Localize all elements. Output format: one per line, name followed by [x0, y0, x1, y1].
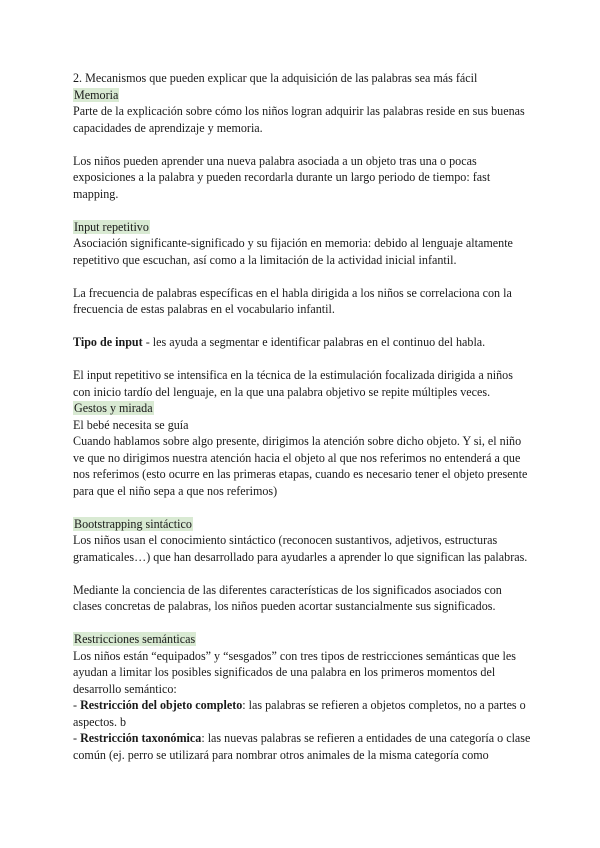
restricciones-paragraph-1: Los niños están “equipados” y “sesgados” con tres tipos de restricciones semánticas que les ayudan a limitar los posibles significados de una palabra en los primeros momentos del desarrollo semántico: — [73, 648, 516, 696]
heading-restricciones-text: Restricciones semánticas — [74, 632, 196, 646]
memoria-paragraph-1: Parte de la explicación sobre cómo los niños logran adquirir las palabras reside en sus buenas capacidades de aprendizaje y memoria. — [73, 104, 525, 135]
input-paragraph-2: La frecuencia de palabras específicas en el habla dirigida a los niños se correlaciona con la frecuencia de estas palabras en el vocabulario infantil. — [73, 285, 512, 316]
heading-memoria-text: Memoria — [74, 87, 119, 102]
heading-restricciones — [73, 631, 531, 648]
bullet-dash: - — [73, 698, 81, 712]
spacer — [73, 318, 531, 335]
restriccion-taxonomica-bold: Restricción taxonómica — [80, 731, 202, 745]
document-page — [73, 70, 531, 763]
spacer — [73, 202, 531, 219]
heading-gestos-text: Gestos y mirada — [74, 401, 153, 415]
section-title: 2. Mecanismos que pueden explicar que la adquisición de las palabras sea más fácil — [73, 71, 478, 85]
bootstrapping-paragraph-2: Mediante la conciencia de las diferentes características de los significados asociados con clases concretas de palabras, los niños pueden acortar sustancialmente sus significados. — [73, 582, 502, 613]
heading-input-text: Input repetitivo — [74, 219, 149, 234]
memoria-paragraph-2: Los niños pueden aprender una nueva palabra asociada a un objeto tras una o pocas exposiciones a la palabra y pueden recordarla durante un largo periodo de tiempo: fast mapping. — [73, 153, 491, 201]
spacer — [73, 351, 531, 368]
tipo-input-bold: Tipo de input — [73, 335, 143, 349]
input-paragraph-3 — [73, 334, 531, 351]
input-paragraph-1: Asociación significante-significado y su fijación en memoria: debido al lenguaje altamente repetitivo que escuchan, así como a la limitación de la actividad inicial infantil. — [73, 236, 513, 267]
restriccion-objeto-bold: Restricción del objeto completo — [80, 698, 243, 712]
spacer — [73, 615, 531, 632]
heading-input — [73, 219, 531, 236]
spacer — [73, 565, 531, 582]
input-paragraph-4: El input repetitivo se intensifica en la técnica de la estimulación focalizada dirigida a niños con inicio tardío del lenguaje, en la que una palabra objetivo se repite múltiples veces. — [73, 368, 513, 399]
restriccion-bullet-2 — [73, 730, 531, 763]
tipo-input-text: - les ayuda a segmentar e identificar palabras en el continuo del habla. — [142, 335, 486, 349]
gestos-paragraph-2: Cuando hablamos sobre algo presente, dirigimos la atención sobre dicho objeto. Y si, el niño ve que no dirigimos nuestra atención hacia el objeto al que nos referimos no entenderá a que nos referimos (esto ocurre en las primeras etapas, cuando es necesario tener el objeto presente para que el niño sepa a que nos referimos) — [73, 434, 528, 498]
gestos-paragraph-1: El bebé necesita se guía — [73, 417, 189, 432]
heading-memoria — [73, 87, 531, 104]
bootstrapping-paragraph-1: Los niños usan el conocimiento sintáctico (reconocen sustantivos, adjetivos, estructuras gramaticales…) que han desarrollado para ayudarles a aprender lo que significan las palabras. — [73, 533, 528, 564]
heading-bootstrapping — [73, 516, 531, 533]
heading-bootstrapping-text: Bootstrapping sintáctico — [74, 516, 192, 531]
spacer — [73, 136, 531, 153]
spacer — [73, 499, 531, 516]
restriccion-taxonomica-text: : las nuevas palabras se refieren a entidades de una categoría o clase común (ej. perro se utilizará para nombrar otros animales de la misma categoría como — [73, 731, 531, 762]
restriccion-objeto-text: : las palabras se refieren a objetos completos, no a partes o aspectos. b — [73, 698, 526, 729]
bullet-dash: - — [73, 731, 81, 745]
spacer — [73, 268, 531, 285]
heading-gestos — [73, 400, 531, 417]
restriccion-bullet-1 — [73, 697, 531, 730]
